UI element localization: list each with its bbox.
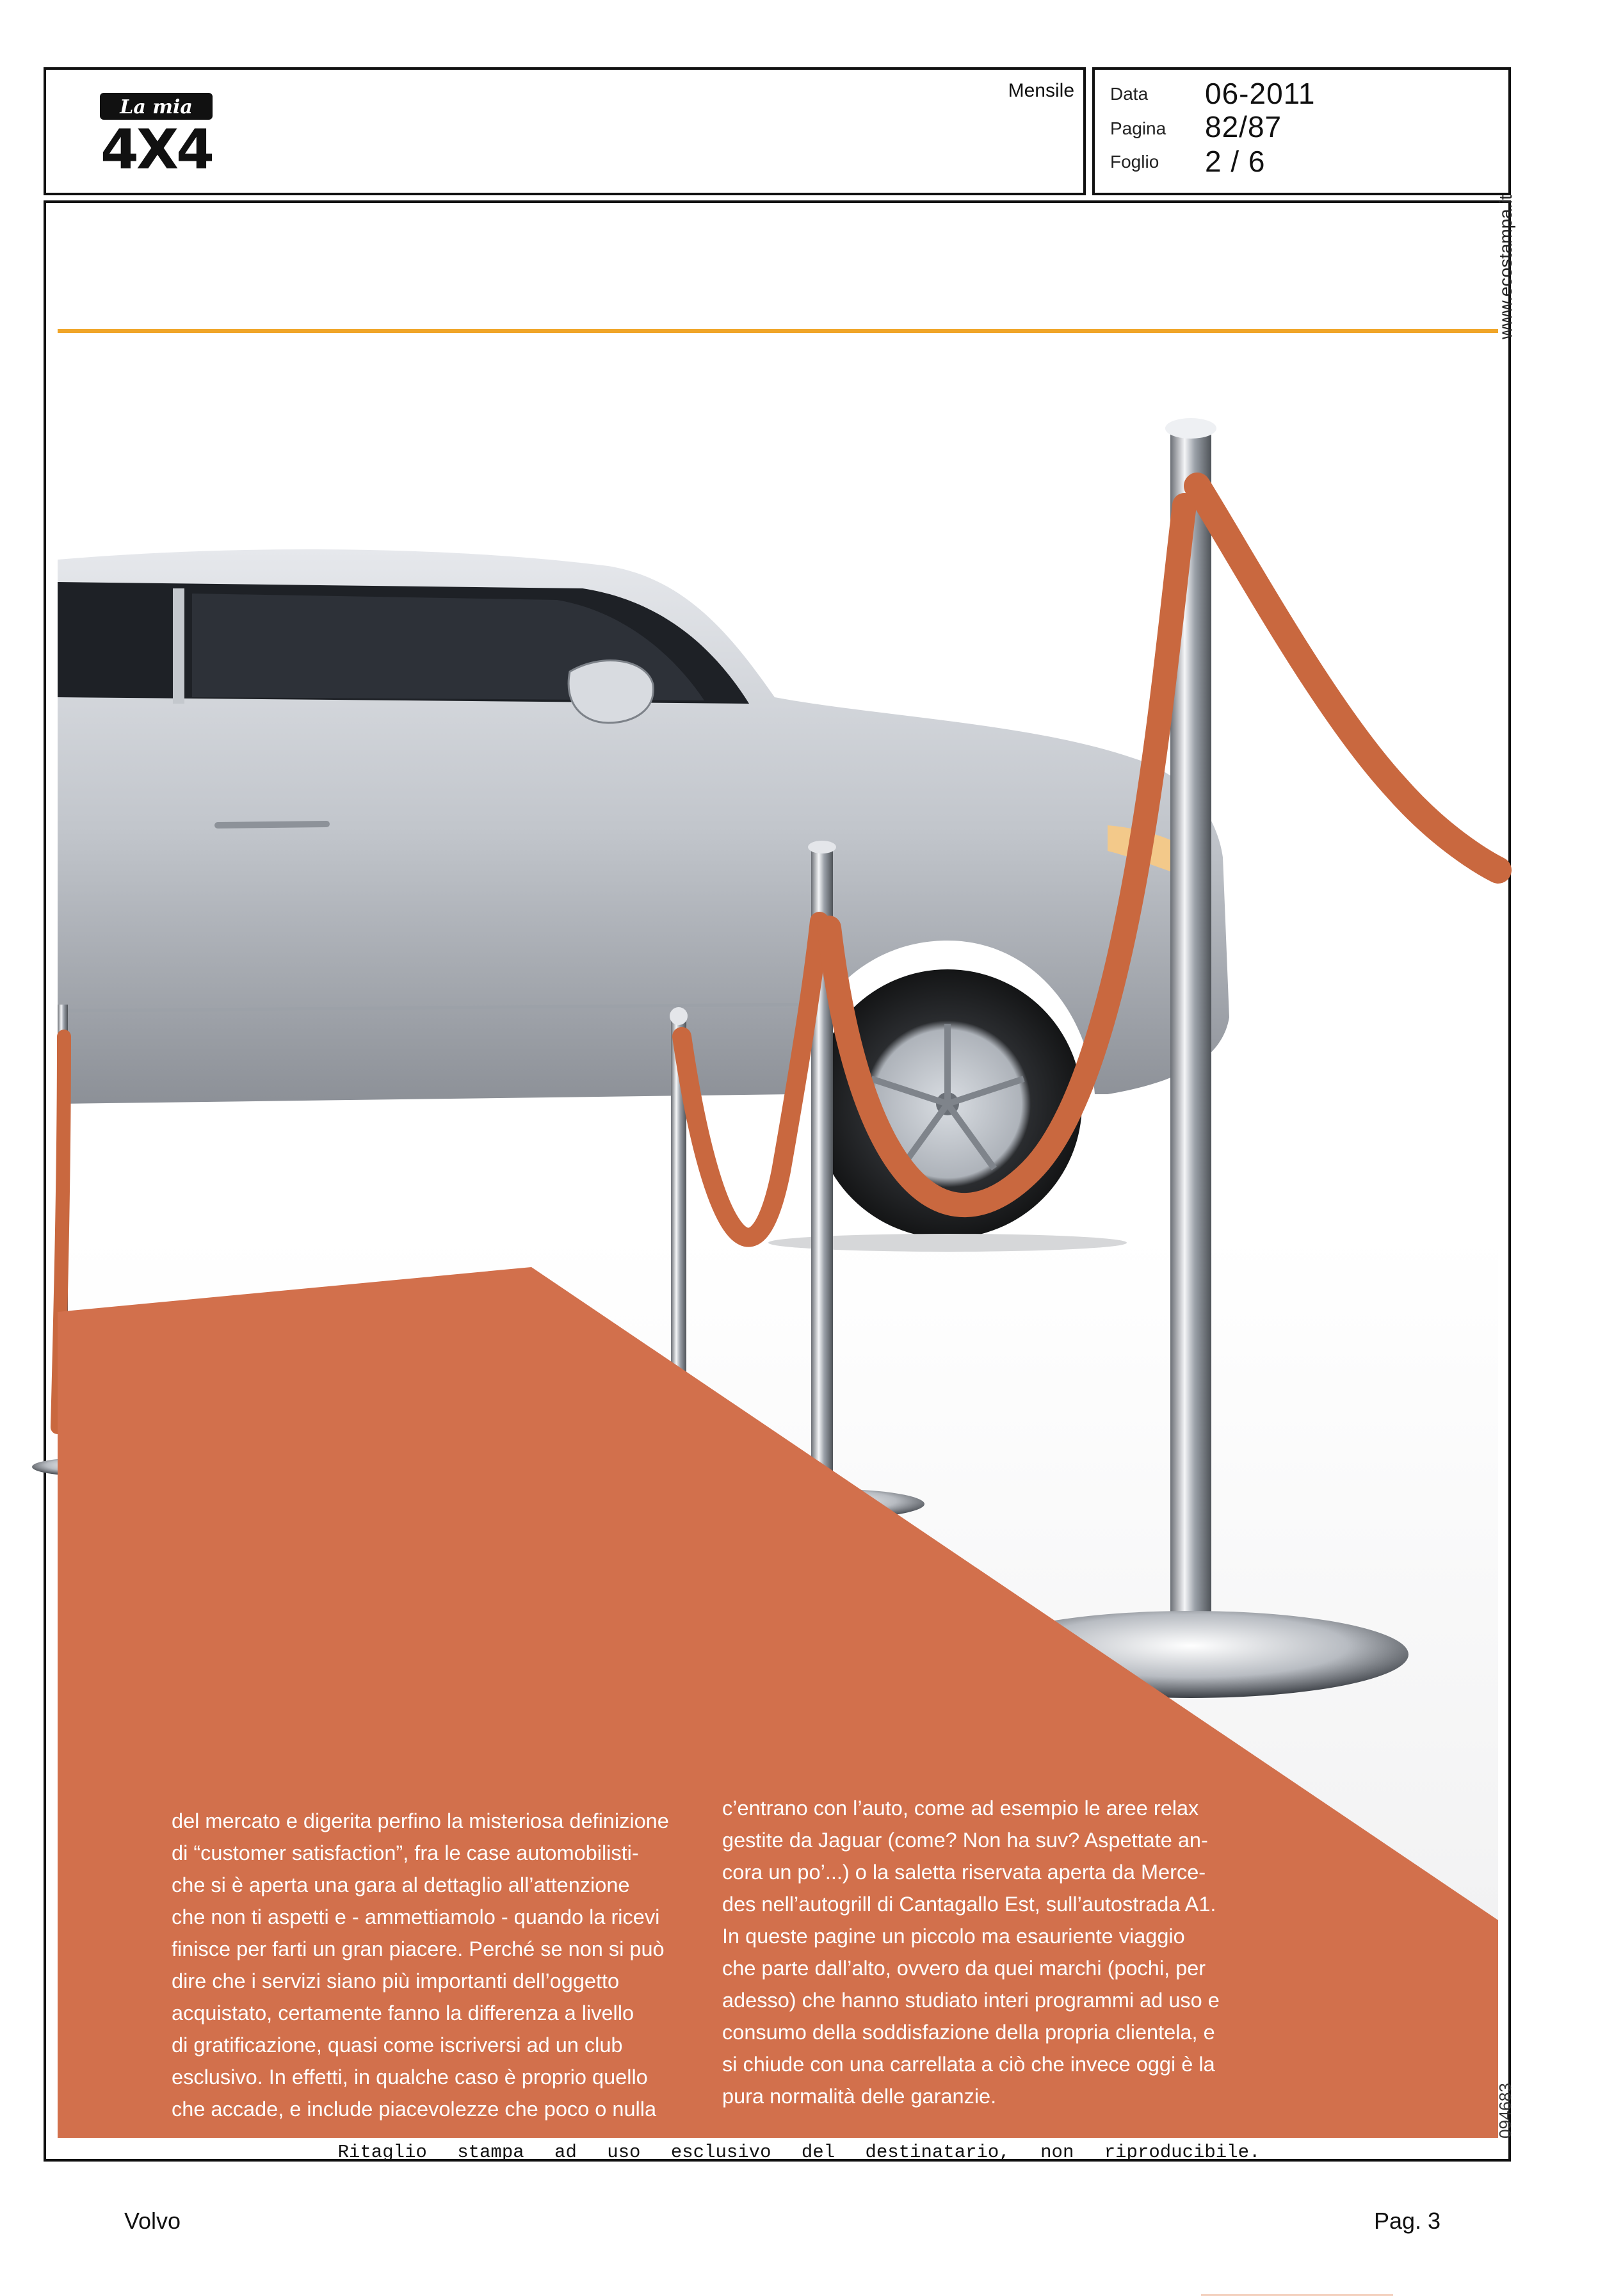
date-label: Data bbox=[1110, 84, 1149, 104]
footer-page-number: Pag. 3 bbox=[1374, 2208, 1441, 2234]
sheet-label: Foglio bbox=[1110, 152, 1159, 172]
frequency-label: Mensile bbox=[1008, 80, 1074, 101]
text-line: pura normalità delle garanzie. bbox=[722, 2085, 997, 2108]
text-line: finisce per farti un gran piacere. Perché se non si può bbox=[172, 1937, 665, 1960]
text-line: des nell’autogrill di Cantagallo Est, sull’autostrada A1. bbox=[722, 1893, 1216, 1916]
text-line: In queste pagine un piccolo ma esauriente viaggio bbox=[722, 1925, 1185, 1948]
side-clipping-code: 094683 bbox=[1496, 2083, 1515, 2138]
text-line: c’entrano con l’auto, come ad esempio le aree relax bbox=[722, 1797, 1199, 1820]
text-line: del mercato e digerita perfino la misteriosa definizione bbox=[172, 1809, 669, 1832]
text-line: di gratificazione, quasi come iscriversi ad un club bbox=[172, 2033, 623, 2057]
folio-magazine-name: La mia auto 4x4 bbox=[1201, 2268, 1334, 2288]
header-meta-box bbox=[1092, 67, 1511, 195]
text-line: adesso) che hanno studiato interi programmi ad uso e bbox=[722, 1989, 1220, 2012]
logo-text-top: La mia bbox=[120, 96, 193, 118]
magazine-logo bbox=[79, 89, 233, 182]
clipping-notice: Ritaglio stampa ad uso esclusivo del destinatario, non riproducibile. bbox=[337, 2142, 1261, 2163]
footer-brand: Volvo bbox=[124, 2208, 181, 2234]
text-line: di “customer satisfaction”, fra le case automobilisti- bbox=[172, 1841, 639, 1864]
text-line: gestite da Jaguar (come? Non ha suv? Aspettate an- bbox=[722, 1829, 1208, 1852]
folio-page-number: 83 bbox=[1352, 2265, 1379, 2290]
page-label: Pagina bbox=[1110, 118, 1166, 138]
text-line: esclusivo. In effetti, in qualche caso è proprio quello bbox=[172, 2066, 648, 2089]
text-line: cora un po’...) o la saletta riservata aperta da Merce- bbox=[722, 1861, 1206, 1884]
orange-rule bbox=[58, 329, 1498, 333]
text-line: che parte dall’alto, ovvero da quei marchi (pochi, per bbox=[722, 1957, 1206, 1980]
date-value: 06-2011 bbox=[1205, 77, 1316, 110]
text-line: che accade, e include piacevolezze che poco o nulla bbox=[172, 2098, 657, 2121]
logo-text-main: 4X4 bbox=[101, 118, 212, 182]
text-line: si chiude con una carrellata a ciò che invece oggi è la bbox=[722, 2053, 1215, 2076]
article-right-column bbox=[722, 1792, 1273, 2112]
header-left-box bbox=[44, 67, 1086, 195]
page-value: 82/87 bbox=[1205, 110, 1282, 143]
text-line: acquistato, certamente fanno la differenza a livello bbox=[172, 2001, 634, 2025]
article-left-column bbox=[172, 1805, 703, 2125]
text-line: che si è aperta una gara al dettaglio all’attenzione bbox=[172, 1873, 630, 1896]
side-website-url: www.ecostampa.it bbox=[1496, 195, 1515, 339]
text-line: che non ti aspetti e - ammettiamolo - quando la ricevi bbox=[172, 1905, 660, 1928]
sheet-value: 2 / 6 bbox=[1205, 145, 1266, 178]
text-line: dire che i servizi siano più importanti dell’oggetto bbox=[172, 1969, 620, 1993]
text-line: consumo della soddisfazione della propria clientela, e bbox=[722, 2021, 1215, 2044]
